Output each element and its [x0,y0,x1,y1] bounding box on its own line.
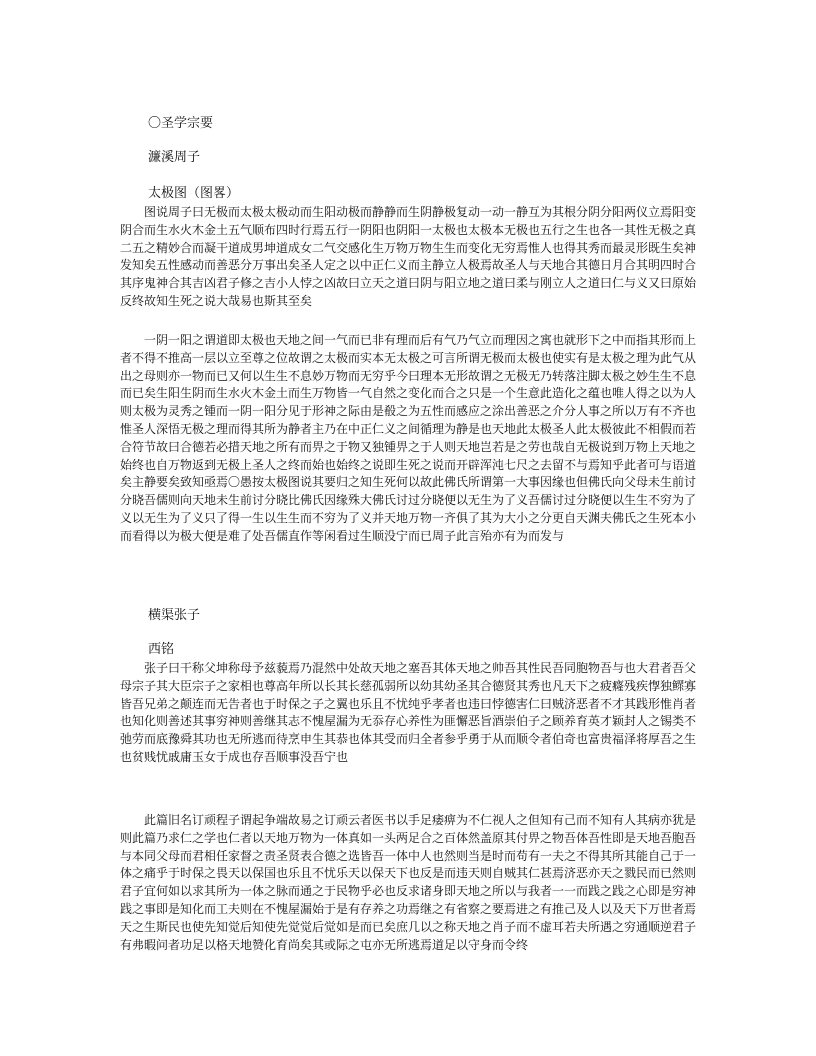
section-title-taiji: 太极图（图畧） [148,186,240,201]
section-title-ximing: 西铭 [148,642,175,657]
paragraph-taiji-commentary: 一阴一阳之谓道即太极也天地之间一气而已非有理而后有气乃气立而理因之寓也就形下之中而指其形而上者不得不推高一层以立至尊之位故谓之太极而实本无太极之可言所谓无极而太极也使实有是太极之理为此气从出之母则亦一物而已又何以生生不息妙万物而无穷乎今曰理本无形故谓之无极无乃转落注脚太极之妙生生不息而已矣生阳生阴而生水火木金土而生万物皆一气自然之变化而合之只是一个生意此造化之蕴也唯人得之以为人则太极为灵秀之锺而一阴一阳分见于形神之际由是殽之为五性而感应之涂出善恶之介分人事之所以万有不齐也惟圣人深悟无极之理而得其所为静者主乃在中正仁义之间循理为静是也天地此太极圣人此太极彼此不相假而若合符节故曰合德若必措天地之所有而畀之于物又独锺畀之于人则天地岂若是之劳也哉自无极说到万物上天地之始终也自万物返到无极上圣人之终而始也始终之说即生死之说而开辟浑沌七尺之去留不与焉知乎此者可与语道矣主静要矣致知亟焉〇愚按太极图说其要归之知生死何以故此佛氏所谓第一大事因缘也但佛氏向父母未生前讨分晓吾儒则向天地未生前讨分晓比佛氏因缘殊大佛氏讨过分晓便以无生为了义吾儒讨过分晓便以生生不穷为了义以无生为了义只了得一生以生生而不穷为了义并天地万物一齐俱了其为大小之分更自天渊夫佛氏之生死本小而看得以为极大便是难了处吾儒直作等闲看过生顺没宁而已周子此言殆亦有为而发与 [120,333,696,543]
paragraph-taiji-text: 图说周子曰无极而太极太极动而生阳动极而静静而生阴静极复动一动一静互为其根分阴分阳两仪立焉阳变阴合而生水火木金土五气顺布四时行焉五行一阴阳也阴阳一太极也太极本无极也五行之生也各一其性无极之真二五之精妙合而凝干道成男坤道成女二气交感化生万物万物生生而变化无穷焉惟人也得其秀而最灵形既生矣神发知矣五性感动而善恶分万事出矣圣人定之以中正仁义而主静立人极焉故圣人与天地合其德日月合其明四时合其序鬼神合其吉凶君子修之吉小人悖之凶故曰立天之道曰阴与阳立地之道曰柔与刚立人之道曰仁与义又曰原始反终故知生死之说大哉易也斯其至矣 [120,205,696,308]
author-heading-zhou: 濂溪周子 [148,150,201,165]
paragraph-ximing-commentary: 此篇旧名订顽程子谓起争端故易之订顽云者医书以手足痿痹为不仁视人之但知有己而不知有人其病亦犹是则此篇乃求仁之学也仁者以天地万物为一体真如一头两足合之百体然盖原其付畀之物吾体吾性即是天地吾胞吾与本同父母而君相任家督之责圣贤表合德之选皆吾一体中人也然则当是时而苟有一夫之不得其所其能自己于一体之痛乎于时保之畏天以保国也乐且不忧乐天以保天下也反是而违天则自贼其仁甚焉济恶亦天之戮民而已然则君子宜何如以求其所为一体之脉而通之于民物乎必也反求诸身即天地之所以与我者一一而践之践之心即是穷神践之事即是知化而工夫则在不愧屋漏始于是有存养之功焉继之有省察之要焉进之有推己及人以及天下万世者焉天之生斯民也使先知觉后知使先觉觉后觉如是而已矣庶几以之称天地之肖子而不虚耳若夫所遇之穷通顺逆君子有弗暇问者功足以格天地赞化育尚矣其或际之屯亦无所逃焉道足以守身而令终 [120,813,696,952]
document-title: 〇圣学宗要 [148,116,214,131]
paragraph-ximing-text: 张子曰干称父坤称母予兹藐焉乃混然中处故天地之塞吾其体天地之帅吾其性民吾同胞物吾与也大君者吾父母宗子其大臣宗子之家相也尊高年所以长其长慈孤弱所以幼其幼圣其合德贤其秀也凡天下之疲癃残疾惸独鳏寡皆吾兄弟之颠连而无告者也于时保之子之翼也乐且不忧纯乎孝者也违曰悖德害仁曰贼济恶者不才其践形惟肖者也知化则善述其事穷神则善继其志不愧屋漏为无忝存心养性为匪懈恶旨酒崇伯子之顾养育英才颖封人之锡类不弛劳而底豫舜其功也无所逃而待烹申生其恭也体其受而归全者参乎勇于从而顺令者伯奇也富贵福泽将厚吾之生也贫贱忧戚庸玉女于成也存吾顺事没吾宁也 [120,661,696,764]
author-heading-zhang: 横渠张子 [148,608,201,623]
